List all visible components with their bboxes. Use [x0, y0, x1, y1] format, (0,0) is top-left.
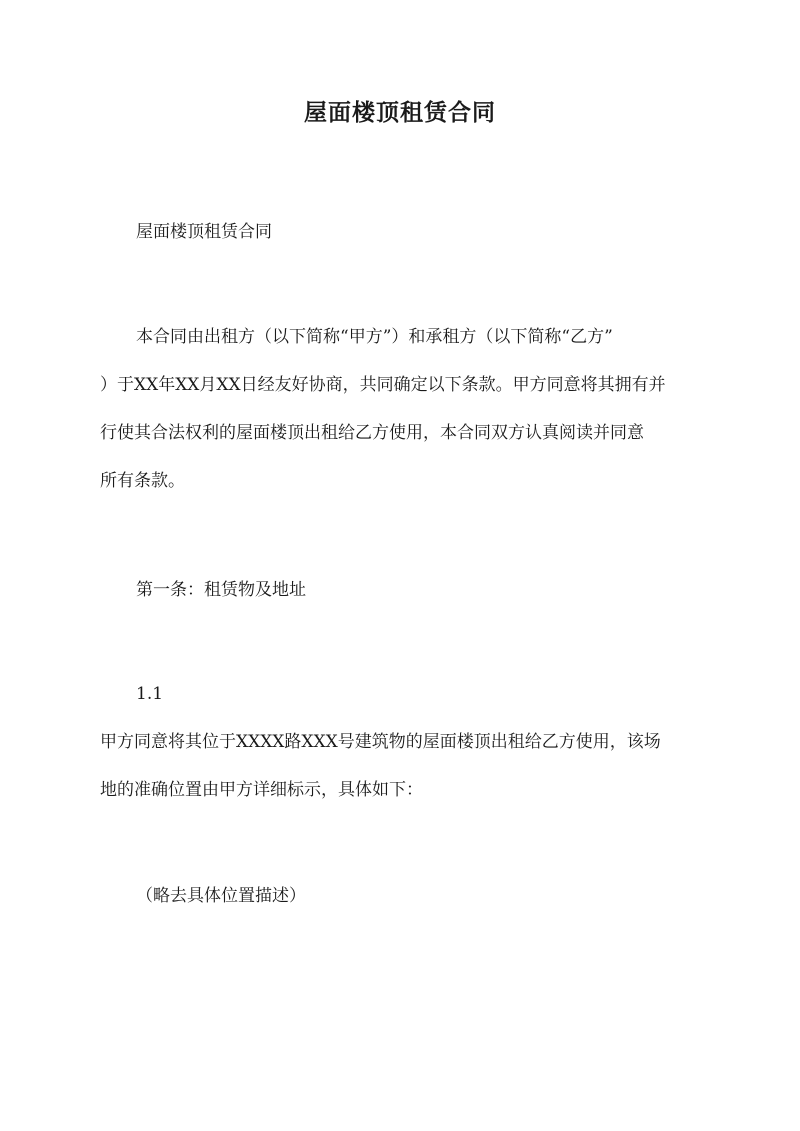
clause-line: 地的准确位置由甲方详细标示，具体如下： — [100, 780, 423, 800]
clause-number-line: 1.1 — [136, 684, 164, 704]
location-note — [100, 872, 700, 920]
clause-1-1-text — [100, 718, 700, 814]
subtitle-line: 屋面楼顶租赁合同 — [136, 222, 272, 242]
article-heading-line: 第一条：租赁物及地址 — [136, 580, 306, 600]
location-note-line: （略去具体位置描述） — [136, 886, 306, 906]
intro-line: 本合同由出租方（以下简称“甲方”）和承租方（以下简称“乙方” — [136, 327, 613, 347]
intro-line: ）于XX年XX月XX日经友好协商，共同确定以下条款。甲方同意将其拥有并 — [100, 375, 666, 395]
intro-line: 所有条款。 — [100, 471, 185, 491]
intro-paragraph — [100, 313, 700, 505]
document-subtitle — [100, 208, 700, 256]
clause-line: 甲方同意将其位于XXXX路XXX号建筑物的屋面楼顶出租给乙方使用，该场 — [100, 732, 661, 752]
document-title: 屋面楼顶租赁合同 — [304, 99, 496, 126]
article-1-heading — [100, 566, 700, 614]
clause-1-1-number — [100, 670, 700, 718]
intro-line: 行使其合法权利的屋面楼顶出租给乙方使用，本合同双方认真阅读并同意 — [100, 423, 644, 443]
